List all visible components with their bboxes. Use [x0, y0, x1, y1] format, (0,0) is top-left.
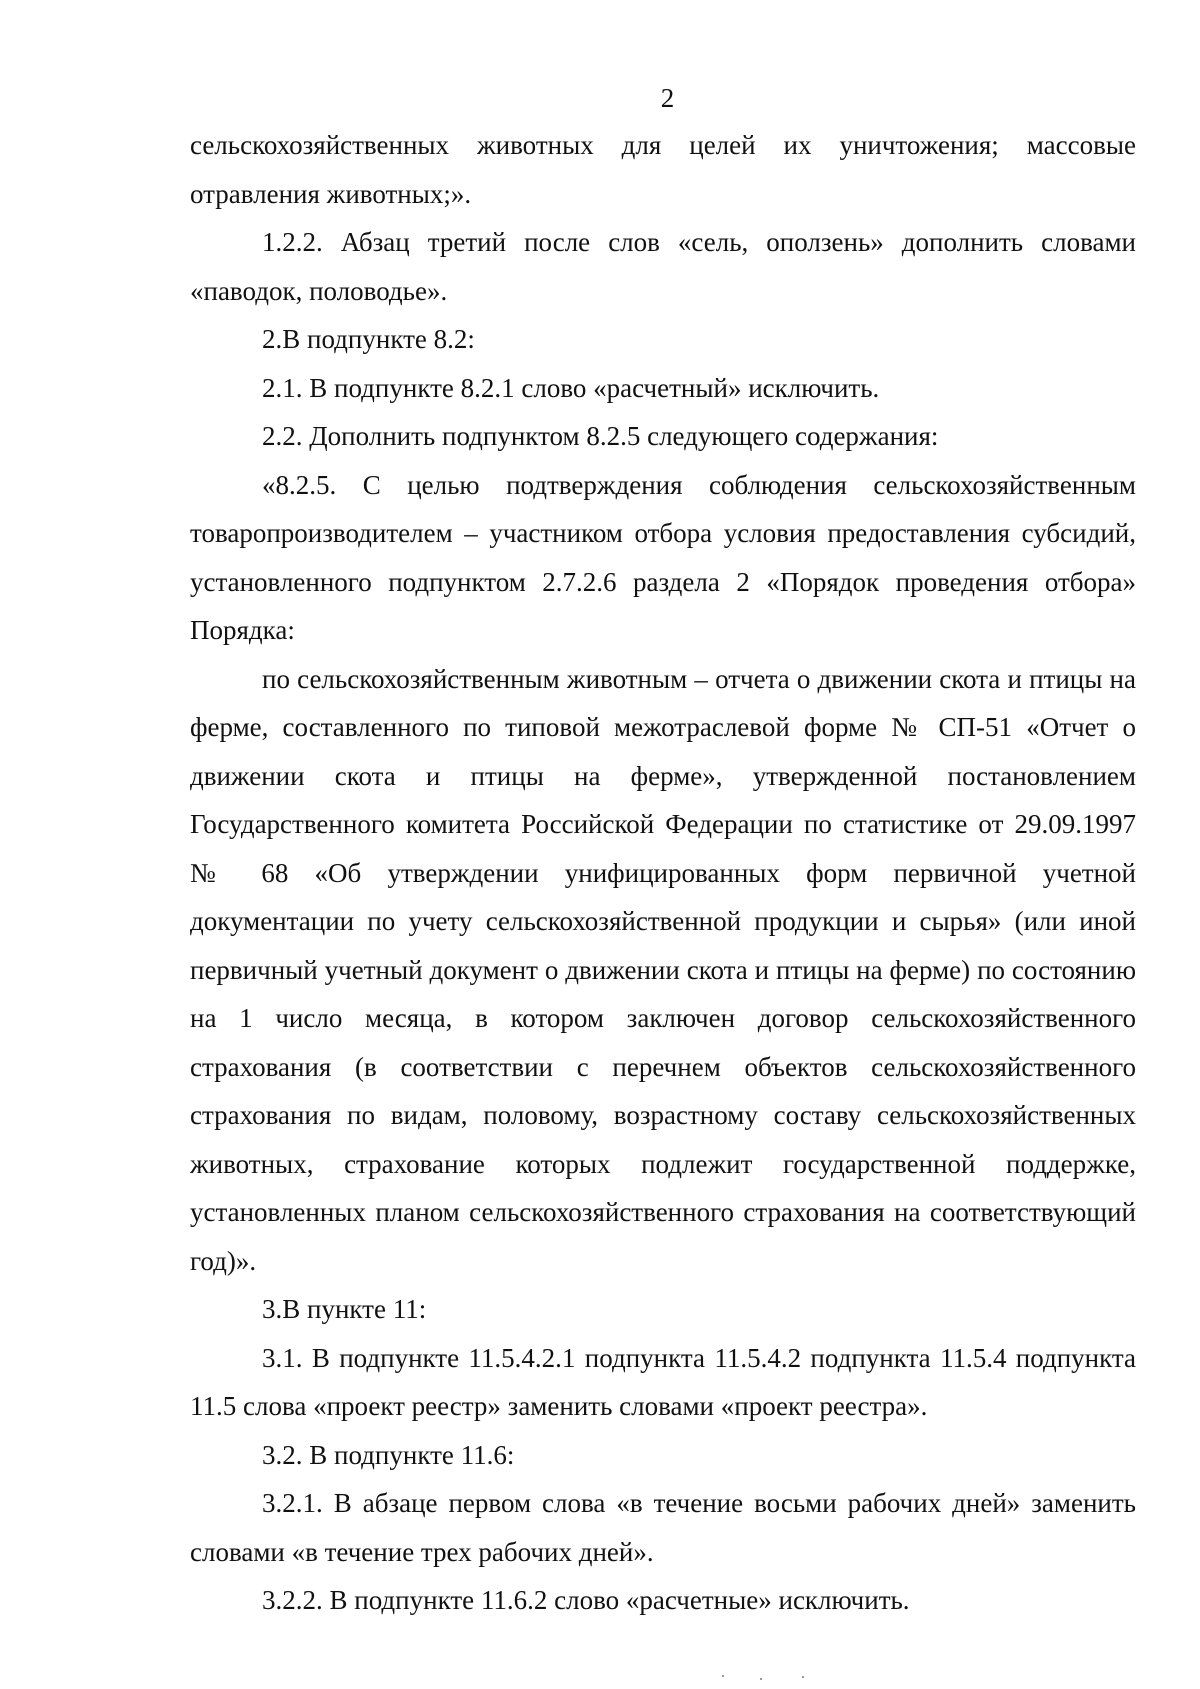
document-body: [190, 121, 1136, 1625]
scan-artifact: [760, 1678, 762, 1680]
paragraph-continuation: сельскохозяйственных животных для целей их уничтожения; массовые отравления животных;».: [190, 130, 1136, 209]
paragraph-3-heading: 3.В пункте 11:: [262, 1294, 427, 1324]
paragraph-2-1: 2.1. В подпункте 8.2.1 слово «расчетный» исключить.: [262, 372, 880, 403]
paragraph-3-2-1: 3.2.1. В абзаце первом слова «в течение восьми рабочих дней» заменить словами «в течение трех рабочих дней».: [190, 1488, 1136, 1567]
paragraph-livestock-report: по сельскохозяйственным животным – отчета о движении скота и птицы на ферме, составленного по типовой межотраслевой форме № СП-51 «Отчет о движении скота и птицы на ферме», утвержденной постановлением Государственного комитета Российской Федерации по статистике от 29.09.1997 № 68 «Об утверждении унифицированных форм первичной учетной документации по учету сельскохозяйственной продукции и сырья» (или иной первичный учетный документ о движении скота и птицы на ферме) по состоянию на 1 число месяца, в котором заключен договор сельскохозяйственного страхования (в соответствии с перечнем объектов сельскохозяйственного страхования по видам, половому, возрастному составу сельскохозяйственных животных, страхование которых подлежит государственной поддержке, установленных планом сельскохозяйственного страхования на соответствующий год)».: [190, 663, 1136, 1276]
page-number: 2: [660, 83, 675, 113]
paragraph-2-heading: 2.В подпункте 8.2:: [262, 324, 475, 354]
paragraph-3-2: 3.2. В подпункте 11.6:: [262, 1439, 515, 1470]
paragraph-1-2-2: 1.2.2. Абзац третий после слов «сель, оползень» дополнить словами «паводок, половодье».: [190, 227, 1136, 306]
paragraph-3-1: 3.1. В подпункте 11.5.4.2.1 подпункта 11.5.4.2 подпункта 11.5.4 подпункта 11.5 слова «проект реестр» заменить словами «проект реестра».: [190, 1342, 1136, 1421]
paragraph-8-2-5: «8.2.5. С целью подтверждения соблюдения сельскохозяйственным товаропроизводителем – участником отбора условия предоставления субсидий, установленного подпунктом 2.7.2.6 раздела 2 «Порядок проведения отбора» Порядка:: [190, 469, 1136, 645]
paragraph-2-2: 2.2. Дополнить подпунктом 8.2.5 следующего содержания:: [262, 421, 939, 451]
scan-artifact: [722, 1675, 724, 1677]
scan-artifact: [802, 1676, 804, 1678]
paragraph-3-2-2: 3.2.2. В подпункте 11.6.2 слово «расчетные» исключить.: [262, 1585, 910, 1615]
